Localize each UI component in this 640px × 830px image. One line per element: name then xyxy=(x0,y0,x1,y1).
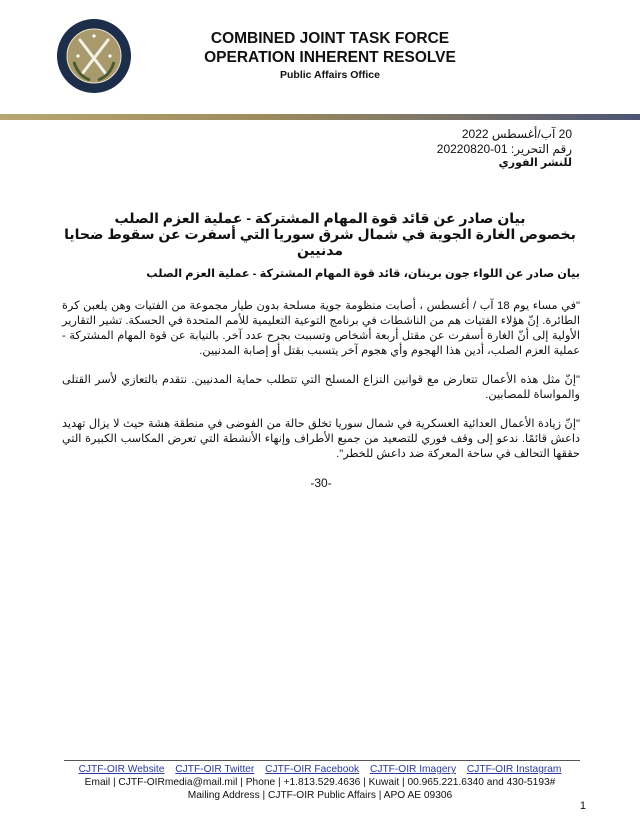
paragraph: "إنّ زيادة الأعمال العدائية العسكرية في شمال سوريا تخلق حالة من الفوضى في منطقة هشة حيث لا يزال تهديد داعش قائمًا. ندعو إلى وقف فوري للتصعيد من جميع الأطراف وإنهاء الأنشطة التي تعرض المكاسب الكبيرة التي حققها التحالف في ساحة المعركة ضد داعش للخطر". xyxy=(62,418,580,460)
link-twitter[interactable]: CJTF-OIR Twitter xyxy=(175,764,255,775)
release-immediate: للنشر الفوري xyxy=(498,157,572,169)
statement-lead: بيان صادر عن اللواء جون برينان، قائد قوة المهام المشتركة - عملية العزم الصلب xyxy=(146,268,580,280)
link-website[interactable]: CJTF-OIR Website xyxy=(78,764,165,775)
header-line-1: COMBINED JOINT TASK FORCE xyxy=(210,30,450,47)
footer-mailing: Mailing Address | CJTF-OIR Public Affairs | APO AE 09306 xyxy=(187,790,453,801)
title-line-2: بخصوص الغارة الجوية في شمال شرق سوريا التي أسفرت عن سقوط ضحايا مدنيين xyxy=(64,226,576,258)
footer-contact: Email | CJTF-OIRmedia@mail.mil | Phone | +1.813.529.4636 | Kuwait | 00.965.221.6340 and 430-5193# xyxy=(84,777,556,788)
header-divider xyxy=(0,114,640,120)
release-date: 20 آب/أغسطس 2022 xyxy=(461,127,572,141)
page-number: 1 xyxy=(579,800,586,812)
end-mark: -30- xyxy=(310,476,332,490)
document-body xyxy=(62,267,580,491)
footer xyxy=(20,763,620,802)
footer-divider xyxy=(64,760,580,761)
link-imagery[interactable]: CJTF-OIR Imagery xyxy=(370,764,457,775)
header-line-2: OPERATION INHERENT RESOLVE xyxy=(204,49,456,66)
document-title xyxy=(62,210,578,258)
link-facebook[interactable]: CJTF-OIR Facebook xyxy=(265,764,360,775)
title-line-1: بيان صادر عن قائد قوة المهام المشتركة - عملية العزم الصلب xyxy=(114,210,526,226)
paragraph: "إنّ مثل هذه الأعمال تتعارض مع قوانين النزاع المسلح التي تتطلب حماية المدنيين. نتقدم بالتعازي لأسر القتلى والمواساة للمصابين. xyxy=(62,374,580,401)
header-office: Public Affairs Office xyxy=(280,69,380,81)
paragraph: "في مساء يوم 18 آب / أغسطس ، أصابت منظومة جوية مسلحة بدون طيار مجموعة من الفتيات وهن يلعبن كرة الطائرة. إنّ هؤلاء الفتيات هم من الناشطات في برنامج التوعية التعليمية للأمم المتحدة في الحسكة. تشير التقارير الأولية إلى أنّ الغارة أسفرت عن مقتل أربعة أشخاص وتسببت بجرح عدد آخر. بالنيابة عن قوة المهام المشتركة - عملية العزم الصلب، أدين هذا الهجوم وأي هجوم آخر يتسبب بقتل أو إصابة المدنيين. xyxy=(62,300,580,357)
cjtf-oir-seal-logo xyxy=(56,18,132,94)
release-info xyxy=(437,127,572,171)
release-number: رقم التحرير: 01-20220820 xyxy=(436,141,572,156)
link-instagram[interactable]: CJTF-OIR Instagram xyxy=(466,764,562,775)
